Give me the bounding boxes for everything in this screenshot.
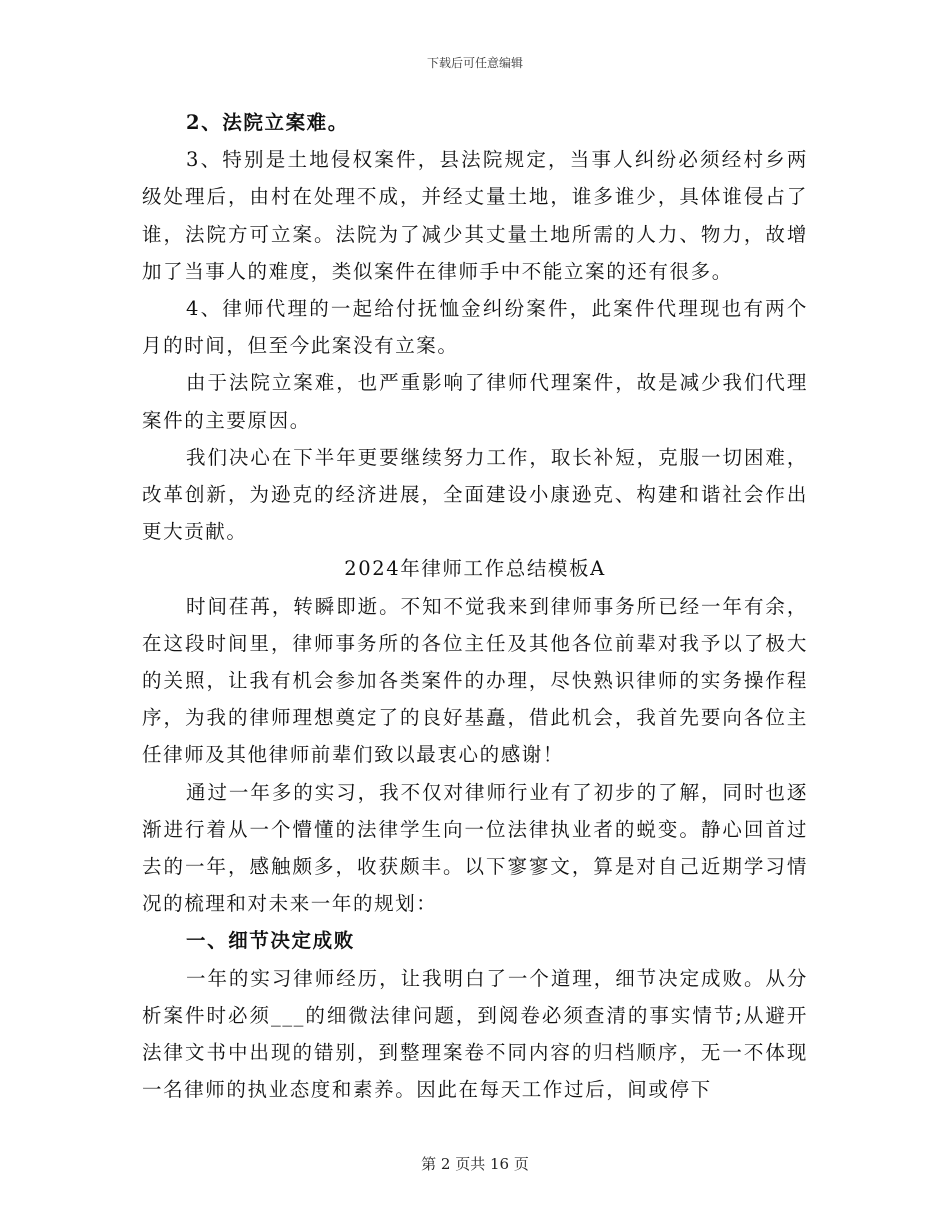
section-heading: 一、细节决定成败	[186, 929, 355, 953]
document-body	[142, 104, 808, 1108]
paragraph: 我们决心在下半年更要继续努力工作，取长补短，克服一切困难，改革创新，为逊克的经济进展，全面建设小康逊克、构建和谐社会作出更大贡献。	[142, 445, 808, 544]
page-header: 下载后可任意编辑	[426, 56, 523, 70]
paragraph: 3、特别是土地侵权案件，县法院规定，当事人纠纷必须经村乡两级处理后，由村在处理不成，并经丈量土地，谁多谁少，具体谁侵占了谁，法院方可立案。法院为了减少其丈量土地所需的人力、物力，故增加了当事人的难度，类似案件在律师手中不能立案的还有很多。	[142, 148, 808, 283]
document-title: 2024年律师工作总结模板A	[344, 557, 606, 581]
paragraph: 时间荏苒，转瞬即逝。不知不觉我来到律师事务所已经一年有余，在这段时间里，律师事务所的各位主任及其他各位前辈对我予以了极大的关照，让我有机会参加各类案件的办理，尽快熟识律师的实务操作程序，为我的律师理想奠定了的良好基矗，借此机会，我首先要向各位主任律师及其他律师前辈们致以最衷心的感谢！	[142, 594, 808, 767]
paragraph: 4、律师代理的一起给付抚恤金纠纷案件，此案件代理现也有两个月的时间，但至今此案没有立案。	[142, 297, 808, 358]
paragraph: 由于法院立案难，也严重影响了律师代理案件，故是减少我们代理案件的主要原因。	[142, 371, 808, 432]
paragraph: 通过一年多的实习，我不仅对律师行业有了初步的了解，同时也逐渐进行着从一个懵懂的法律学生向一位法律执业者的蜕变。静心回首过去的一年，感触颇多，收获颇丰。以下寥寥文，算是对自己近期学习情况的梳理和对未来一年的规划：	[142, 780, 808, 916]
paragraph: 一年的实习律师经历，让我明白了一个道理，细节决定成败。从分析案件时必须___的细微法律问题，到阅卷必须查清的事实情节;从避开法律文书中出现的错别，到整理案卷不同内容的归档顺序，无一不体现一名律师的执业态度和素养。因此在每天工作过后，间或停下	[142, 966, 808, 1102]
section-heading: 2、法院立案难。	[186, 111, 349, 134]
page-footer: 第 2 页共 16 页	[421, 1155, 529, 1173]
